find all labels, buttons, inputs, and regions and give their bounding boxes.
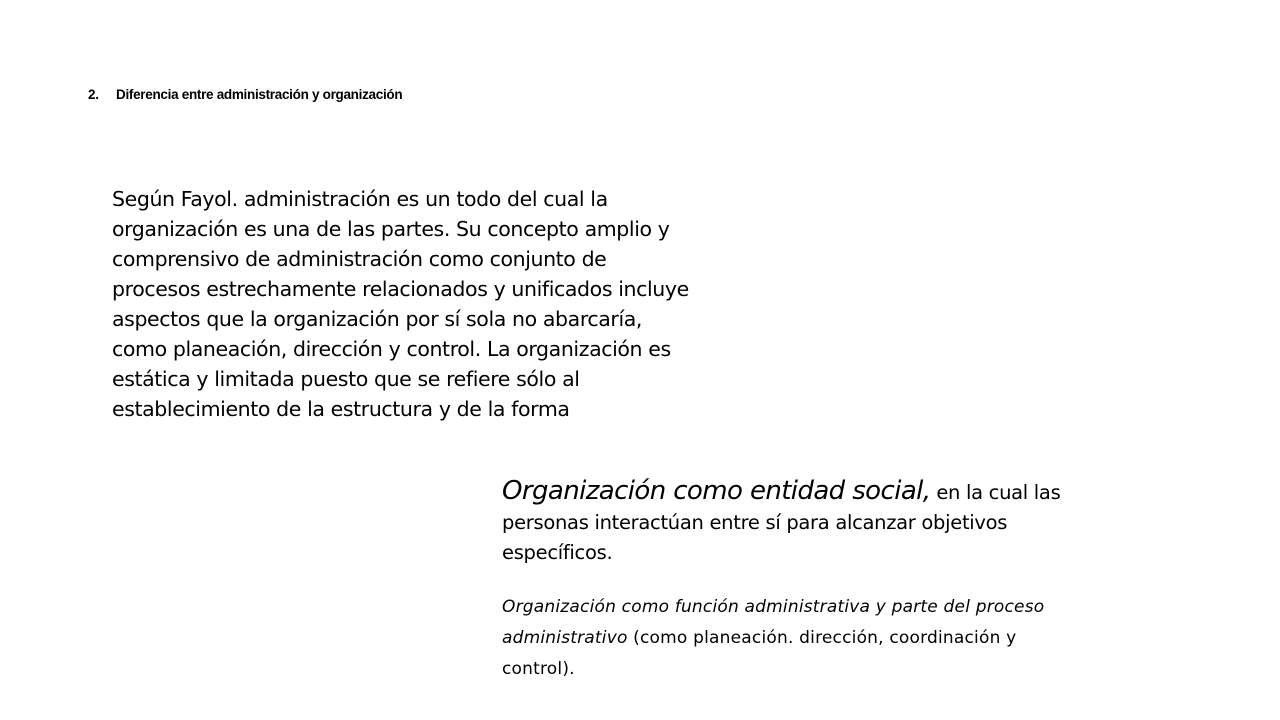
section-title: Diferencia entre administración y organización (116, 87, 403, 102)
social-entity-line-3: específicos. (502, 541, 613, 564)
paragraph-line: como planeación, dirección y control. La organización es (112, 337, 671, 361)
admin-function-lead: Organización como función administrativa y parte del proceso (502, 597, 1045, 617)
social-entity-line-2: personas interactúan entre sí para alcanzar objetivos (502, 511, 1008, 534)
paragraph-line: Según Fayol. administración es un todo del cual la (112, 187, 608, 211)
social-entity-line-1-rest: en la cual las (930, 481, 1061, 504)
paragraph-line: organización es una de las partes. Su concepto amplio y (112, 217, 670, 241)
section-heading (88, 87, 402, 102)
social-entity-line-1 (502, 476, 1262, 508)
admin-function-line-2-rest: (como planeación. dirección, coordinación y (627, 628, 1017, 648)
fayol-paragraph (112, 184, 752, 424)
paragraph-line: comprensivo de administración como conjunto de (112, 247, 607, 271)
paragraph-line: procesos estrechamente relacionados y unificados incluye (112, 277, 689, 301)
admin-function-definition (502, 592, 1262, 685)
admin-function-line-1 (502, 592, 1262, 623)
paragraph-line: estática y limitada puesto que se refiere sólo al (112, 367, 580, 391)
admin-function-line-2 (502, 623, 1262, 654)
paragraph-line: establecimiento de la estructura y de la forma (112, 397, 570, 421)
social-entity-definition (502, 476, 1262, 568)
admin-function-lead-2: administrativo (502, 628, 628, 648)
social-entity-lead: Organización como entidad social, (502, 476, 931, 506)
section-number: 2. (88, 87, 99, 102)
admin-function-line-3: control). (502, 659, 575, 679)
paragraph-line: aspectos que la organización por sí sola no abarcaría, (112, 307, 643, 331)
